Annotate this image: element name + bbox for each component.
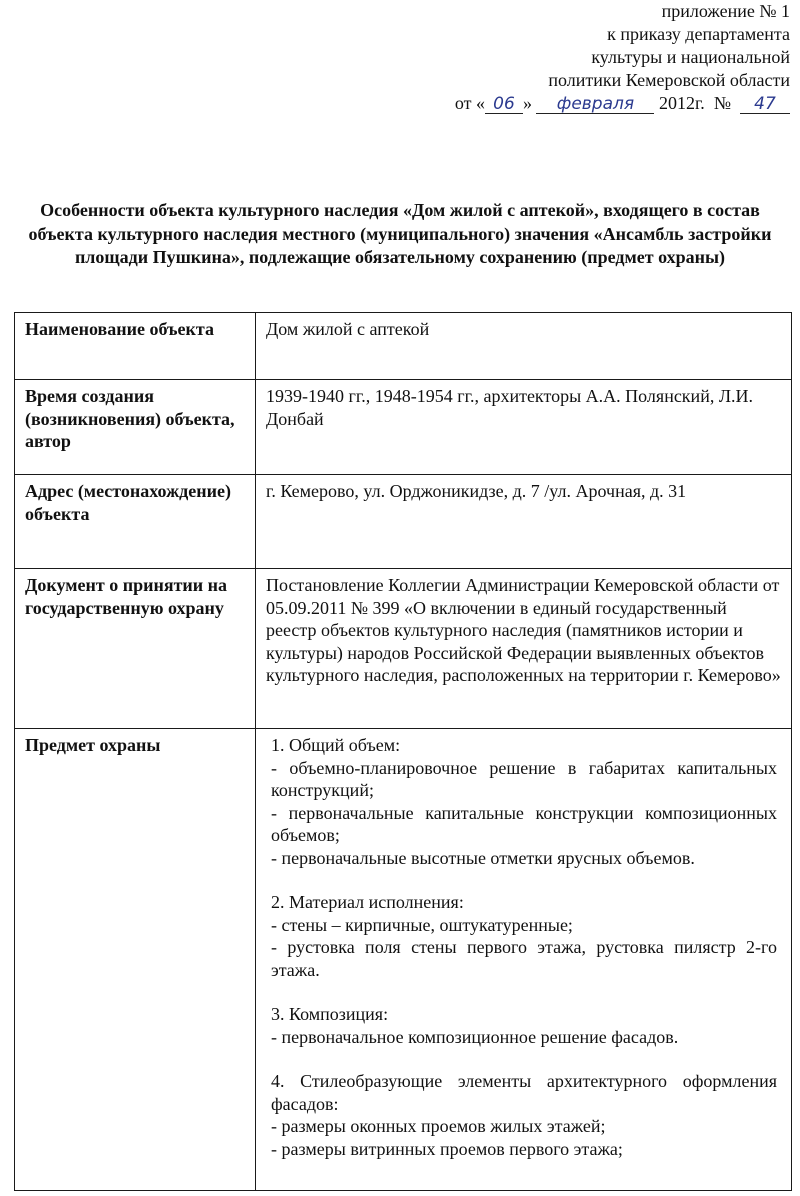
row-label: Предмет охраны (15, 729, 256, 1191)
table-row (15, 313, 792, 380)
order-number-label: № (713, 93, 731, 113)
document-title: Особенности объекта культурного наследия «Дом жилой с аптекой», входящего в состав объекта культурного наследия местного (муниципального) значения «Ансамбль застройки площади Пушкина», подлежащие обязательному сохранению (предмет охраны) (28, 200, 772, 267)
row-value: 1939-1940 гг., 1948-1954 гг., архитекторы А.А. Полянский, Л.И. Донбай (256, 380, 792, 475)
row-label: Наименование объекта (15, 313, 256, 380)
appendix-line: приложение № 1 (661, 1, 790, 21)
table-row (15, 569, 792, 729)
section-title: 3. Композиция: (271, 1004, 389, 1024)
section-title: 4. Стилеобразующие элементы архитектурного оформления фасадов: (271, 1071, 777, 1114)
table-row (15, 729, 792, 1191)
row-value: Дом жилой с аптекой (256, 313, 792, 380)
section-item: - размеры витринных проемов первого этажа; (271, 1138, 623, 1159)
row-value: Постановление Коллегии Администрации Кемеровской области от 05.09.2011 № 399 «О включении в единый государственный реестр объектов культурного наследия (памятников истории и культуры) народов Российской Федерации выявленных объектов культурного наследия, расположенных на территории г. Кемерово» (256, 569, 792, 729)
section-title: 1. Общий объем: (271, 735, 401, 755)
appendix-block (370, 0, 790, 115)
subject-section (271, 891, 777, 981)
appendix-line: политики Кемеровской области (548, 70, 790, 90)
section-item: - первоначальное композиционное решение фасадов. (271, 1026, 679, 1047)
order-prefix: от « (454, 93, 485, 113)
section-item: - первоначальные капитальные конструкции композиционных объемов; (271, 802, 777, 845)
section-item: - размеры оконных проемов жилых этажей; (271, 1116, 606, 1136)
handwritten-order-number: 47 (740, 95, 790, 114)
subject-section (271, 1070, 777, 1160)
order-date-line (370, 92, 790, 115)
order-year: 2012г. (658, 93, 705, 113)
row-label: Адрес (местонахождение) объекта (15, 475, 256, 569)
section-item: - объемно-планировочное решение в габаритах капитальных конструкций; (271, 757, 777, 800)
handwritten-month: февраля (536, 95, 654, 114)
row-value: г. Кемерово, ул. Орджоникидзе, д. 7 /ул. Арочная, д. 31 (256, 475, 792, 569)
table-row (15, 475, 792, 569)
handwritten-day: 06 (485, 95, 523, 114)
appendix-line: культуры и национальной (591, 47, 790, 67)
section-item: - стены – кирпичные, оштукатуренные; (271, 914, 573, 935)
subject-section (271, 734, 777, 869)
subject-list (266, 734, 781, 1160)
table-row (15, 380, 792, 475)
section-item: - первоначальные высотные отметки ярусных объемов. (271, 847, 695, 868)
subject-of-protection (256, 729, 792, 1191)
section-item: - рустовка поля стены первого этажа, рустовка пилястр 2-го этажа. (271, 937, 777, 980)
section-title: 2. Материал исполнения: (271, 892, 464, 912)
row-label: Документ о принятии на государственную охрану (15, 569, 256, 729)
heritage-table (14, 312, 792, 1191)
row-label: Время создания (возникновения) объекта, автор (15, 380, 256, 475)
subject-section (271, 1003, 777, 1048)
appendix-line: к приказу департамента (607, 24, 790, 44)
order-quote-close: » (522, 93, 532, 113)
